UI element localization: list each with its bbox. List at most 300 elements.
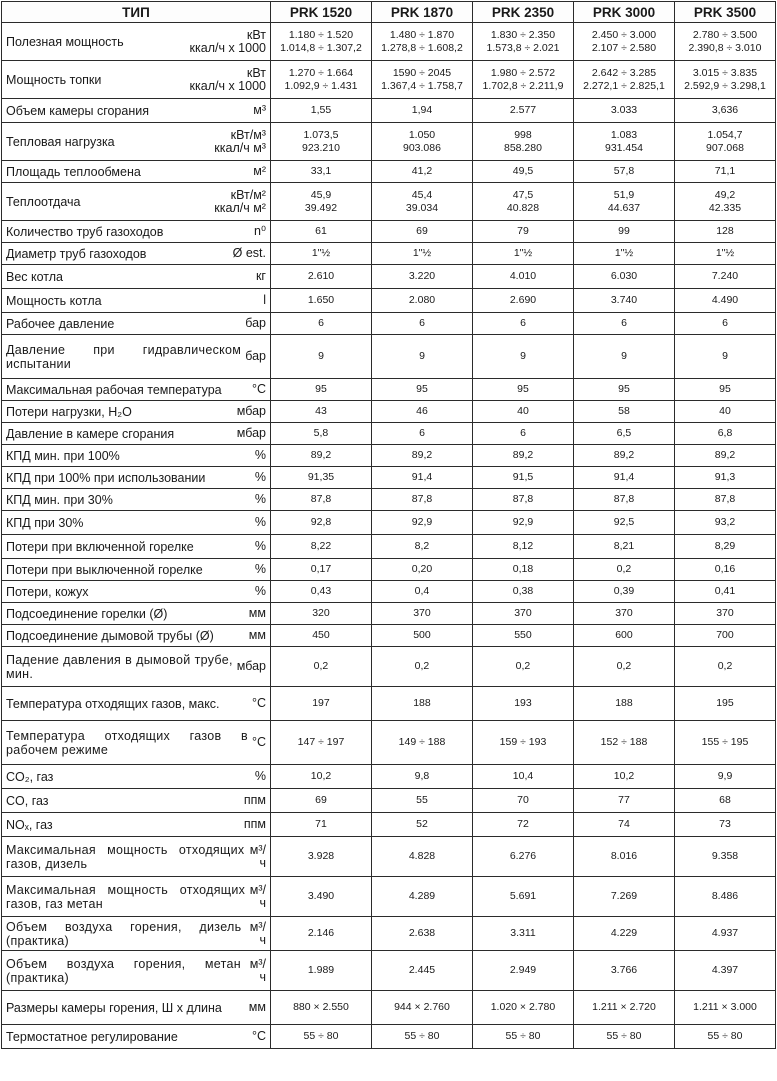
value-cell: 1,55 [270, 99, 371, 123]
spec-body [2, 23, 776, 1049]
value-cell: 2.642 ÷ 3.285 2.272,1 ÷ 2.825,1 [573, 61, 674, 99]
param-unit: n⁰ [254, 224, 266, 238]
param-cell [2, 183, 271, 221]
param-cell [2, 789, 271, 813]
param-cell [2, 603, 271, 625]
value-cell: 91,35 [270, 467, 371, 489]
value-cell: 2.780 ÷ 3.500 2.390,8 ÷ 3.010 [674, 23, 775, 61]
value-cell: 1"½ [270, 243, 371, 265]
value-cell: 10,2 [270, 765, 371, 789]
value-cell: 74 [573, 813, 674, 837]
param-name: Потери, кожух [6, 584, 89, 599]
param-cell [2, 23, 271, 61]
param-cell [2, 61, 271, 99]
value-cell: 193 [472, 687, 573, 721]
value-cell: 55 ÷ 80 [472, 1025, 573, 1049]
param-unit: мм [248, 1000, 266, 1014]
value-cell: 55 ÷ 80 [573, 1025, 674, 1049]
value-cell: 8.016 [573, 837, 674, 877]
param-unit: кВт/м³ ккал/ч м³ [214, 127, 266, 155]
param-unit: бар [245, 349, 266, 363]
param-name: CO₂, газ [6, 769, 54, 784]
header-row [2, 2, 776, 23]
value-cell: 6 [371, 423, 472, 445]
spec-row [2, 603, 776, 625]
value-cell: 71 [270, 813, 371, 837]
value-cell: 0,18 [472, 559, 573, 581]
value-cell: 57,8 [573, 161, 674, 183]
param-unit: мбар [236, 404, 266, 418]
value-cell: 9 [270, 335, 371, 379]
param-unit: % [254, 492, 266, 506]
value-cell: 1590 ÷ 2045 1.367,4 ÷ 1.758,7 [371, 61, 472, 99]
value-cell: 45,9 39.492 [270, 183, 371, 221]
spec-row [2, 581, 776, 603]
value-cell: 40 [674, 401, 775, 423]
value-cell: 8.486 [674, 877, 775, 917]
value-cell: 47,5 40.828 [472, 183, 573, 221]
param-name: Подсоединение дымовой трубы (Ø) [6, 628, 214, 643]
param-unit: % [254, 562, 266, 576]
param-unit: мбар [236, 659, 266, 673]
value-cell: 52 [371, 813, 472, 837]
param-unit: ппм [243, 793, 266, 807]
value-cell: 4.397 [674, 951, 775, 991]
param-unit: % [254, 584, 266, 598]
param-cell [2, 123, 271, 161]
param-name: Максимальная мощность отходящих газов, дизель [6, 842, 245, 871]
param-name: Полезная мощность [6, 34, 124, 49]
value-cell: 70 [472, 789, 573, 813]
param-name: КПД мин. при 30% [6, 492, 113, 507]
value-cell: 2.445 [371, 951, 472, 991]
value-cell: 6.030 [573, 265, 674, 289]
value-cell: 55 ÷ 80 [371, 1025, 472, 1049]
param-cell [2, 877, 271, 917]
value-cell: 1.830 ÷ 2.350 1.573,8 ÷ 2.021 [472, 23, 573, 61]
param-cell [2, 721, 271, 765]
value-cell: 1.211 × 3.000 [674, 991, 775, 1025]
spec-row [2, 23, 776, 61]
value-cell: 73 [674, 813, 775, 837]
value-cell: 197 [270, 687, 371, 721]
value-cell: 128 [674, 221, 775, 243]
value-cell: 87,8 [270, 489, 371, 511]
spec-row [2, 647, 776, 687]
param-unit: м³/ч [249, 956, 266, 984]
param-unit: кВт ккал/ч х 1000 [189, 65, 266, 93]
value-cell: 600 [573, 625, 674, 647]
value-cell: 880 × 2.550 [270, 991, 371, 1025]
value-cell: 2.577 [472, 99, 573, 123]
value-cell: 6 [674, 313, 775, 335]
spec-row [2, 489, 776, 511]
param-unit: м³/ч [249, 919, 266, 947]
value-cell: 1"½ [472, 243, 573, 265]
spec-row [2, 289, 776, 313]
param-name: Термостатное регулирование [6, 1029, 178, 1044]
value-cell: 6 [472, 423, 573, 445]
value-cell: 370 [371, 603, 472, 625]
spec-row [2, 221, 776, 243]
param-cell [2, 161, 271, 183]
param-unit: ппм [243, 817, 266, 831]
param-name: Давление при гидравлическом испытании [6, 342, 242, 371]
value-cell: 0,2 [573, 559, 674, 581]
value-cell: 91,4 [573, 467, 674, 489]
value-cell: 944 × 2.760 [371, 991, 472, 1025]
value-cell: 6.276 [472, 837, 573, 877]
spec-row [2, 951, 776, 991]
value-cell: 6 [371, 313, 472, 335]
param-cell [2, 401, 271, 423]
value-cell: 0,2 [270, 647, 371, 687]
value-cell: 155 ÷ 195 [674, 721, 775, 765]
value-cell: 998 858.280 [472, 123, 573, 161]
value-cell: 8,21 [573, 535, 674, 559]
param-name: Потери при включенной горелке [6, 539, 194, 554]
spec-row [2, 265, 776, 289]
value-cell: 0,16 [674, 559, 775, 581]
boiler-spec-table [1, 1, 776, 1049]
param-name: КПД мин. при 100% [6, 448, 120, 463]
value-cell: 5,8 [270, 423, 371, 445]
value-cell: 95 [674, 379, 775, 401]
param-name: Потери при выключенной горелке [6, 562, 203, 577]
value-cell: 700 [674, 625, 775, 647]
value-cell: 69 [270, 789, 371, 813]
param-cell [2, 99, 271, 123]
value-cell: 95 [573, 379, 674, 401]
value-cell: 4.010 [472, 265, 573, 289]
param-name: Подсоединение горелки (Ø) [6, 606, 168, 621]
spec-row [2, 813, 776, 837]
value-cell: 0,4 [371, 581, 472, 603]
spec-row [2, 123, 776, 161]
value-cell: 71,1 [674, 161, 775, 183]
value-cell: 89,2 [573, 445, 674, 467]
param-unit: °C [251, 696, 266, 710]
param-unit: мм [248, 606, 266, 620]
value-cell: 5.691 [472, 877, 573, 917]
value-cell: 89,2 [270, 445, 371, 467]
param-unit: м³/ч [249, 882, 266, 910]
value-cell: 370 [472, 603, 573, 625]
param-unit: кВт ккал/ч х 1000 [189, 27, 266, 55]
value-cell: 8,12 [472, 535, 573, 559]
value-cell: 0,17 [270, 559, 371, 581]
value-cell: 0,2 [573, 647, 674, 687]
value-cell: 33,1 [270, 161, 371, 183]
param-name: Давление в камере сгорания [6, 426, 175, 441]
value-cell: 1.054,7 907.068 [674, 123, 775, 161]
spec-row [2, 789, 776, 813]
value-cell: 43 [270, 401, 371, 423]
value-cell: 45,4 39.034 [371, 183, 472, 221]
value-cell: 2.949 [472, 951, 573, 991]
value-cell: 450 [270, 625, 371, 647]
param-cell [2, 559, 271, 581]
param-name: Мощность котла [6, 293, 102, 308]
param-name: КПД при 100% при использовании [6, 470, 206, 485]
value-cell: 2.610 [270, 265, 371, 289]
value-cell: 2.080 [371, 289, 472, 313]
value-cell: 9.358 [674, 837, 775, 877]
value-cell: 41,2 [371, 161, 472, 183]
value-cell: 1"½ [573, 243, 674, 265]
value-cell: 1.989 [270, 951, 371, 991]
value-cell: 1"½ [371, 243, 472, 265]
model-header: PRK 2350 [472, 2, 573, 23]
value-cell: 4.937 [674, 917, 775, 951]
value-cell: 95 [472, 379, 573, 401]
param-name: Объем воздуха горения, дизель (практика) [6, 919, 242, 948]
value-cell: 77 [573, 789, 674, 813]
param-cell [2, 837, 271, 877]
param-unit: мбар [236, 426, 266, 440]
value-cell: 87,8 [371, 489, 472, 511]
param-cell [2, 991, 271, 1025]
value-cell: 152 ÷ 188 [573, 721, 674, 765]
value-cell: 7.269 [573, 877, 674, 917]
model-header: PRK 1520 [270, 2, 371, 23]
value-cell: 149 ÷ 188 [371, 721, 472, 765]
value-cell: 2.146 [270, 917, 371, 951]
value-cell: 188 [573, 687, 674, 721]
param-unit: м³ [253, 103, 266, 117]
param-name: Объем воздуха горения, метан (практика) [6, 956, 241, 985]
param-cell [2, 511, 271, 535]
value-cell: 1.270 ÷ 1.664 1.092,9 ÷ 1.431 [270, 61, 371, 99]
value-cell: 87,8 [472, 489, 573, 511]
value-cell: 2.638 [371, 917, 472, 951]
value-cell: 1.211 × 2.720 [573, 991, 674, 1025]
param-name: Размеры камеры горения, Ш х длина [6, 1000, 222, 1015]
param-unit: кВт/м² ккал/ч м² [214, 187, 266, 215]
param-cell [2, 379, 271, 401]
value-cell: 46 [371, 401, 472, 423]
param-name: Потери нагрузки, H₂O [6, 404, 132, 419]
value-cell: 89,2 [371, 445, 472, 467]
value-cell: 79 [472, 221, 573, 243]
param-cell [2, 489, 271, 511]
param-unit: Ø est. [232, 246, 266, 260]
value-cell: 55 ÷ 80 [674, 1025, 775, 1049]
param-cell [2, 647, 271, 687]
value-cell: 0,38 [472, 581, 573, 603]
param-name: Площадь теплообмена [6, 164, 141, 179]
param-cell [2, 765, 271, 789]
param-unit: % [254, 539, 266, 553]
param-name: Объем камеры сгорания [6, 103, 149, 118]
param-cell [2, 581, 271, 603]
param-name: КПД при 30% [6, 515, 84, 530]
spec-row [2, 535, 776, 559]
value-cell: 0,2 [674, 647, 775, 687]
value-cell: 87,8 [573, 489, 674, 511]
value-cell: 9,9 [674, 765, 775, 789]
value-cell: 10,2 [573, 765, 674, 789]
type-header: ТИП [2, 2, 271, 23]
spec-row [2, 423, 776, 445]
param-name: NOₓ, газ [6, 817, 53, 832]
value-cell: 370 [674, 603, 775, 625]
value-cell: 1.020 × 2.780 [472, 991, 573, 1025]
value-cell: 3.740 [573, 289, 674, 313]
value-cell: 89,2 [674, 445, 775, 467]
param-cell [2, 313, 271, 335]
param-name: Вес котла [6, 269, 63, 284]
spec-row [2, 877, 776, 917]
spec-row [2, 99, 776, 123]
value-cell: 3.033 [573, 99, 674, 123]
value-cell: 95 [270, 379, 371, 401]
param-unit: l [263, 293, 266, 307]
value-cell: 4.289 [371, 877, 472, 917]
value-cell: 6,8 [674, 423, 775, 445]
value-cell: 68 [674, 789, 775, 813]
value-cell: 91,5 [472, 467, 573, 489]
param-cell [2, 1025, 271, 1049]
value-cell: 500 [371, 625, 472, 647]
spec-row [2, 335, 776, 379]
param-name: Максимальная мощность отходящих газов, газ метан [6, 882, 246, 911]
value-cell: 40 [472, 401, 573, 423]
value-cell: 3.766 [573, 951, 674, 991]
param-cell [2, 917, 271, 951]
value-cell: 147 ÷ 197 [270, 721, 371, 765]
param-unit: °C [251, 1029, 266, 1043]
value-cell: 6 [270, 313, 371, 335]
param-unit: бар [245, 316, 266, 330]
value-cell: 92,5 [573, 511, 674, 535]
param-name: Температура отходящих газов, макс. [6, 696, 220, 711]
param-cell [2, 423, 271, 445]
value-cell: 6 [573, 313, 674, 335]
value-cell: 9 [573, 335, 674, 379]
value-cell: 370 [573, 603, 674, 625]
param-cell [2, 221, 271, 243]
param-name: CO, газ [6, 793, 49, 808]
param-unit: м² [253, 164, 266, 178]
param-cell [2, 289, 271, 313]
param-cell [2, 535, 271, 559]
spec-row [2, 183, 776, 221]
param-name: Температура отходящих газов в рабочем режиме [6, 728, 248, 757]
value-cell: 1.980 ÷ 2.572 1.702,8 ÷ 2.211,9 [472, 61, 573, 99]
value-cell: 9 [371, 335, 472, 379]
value-cell: 99 [573, 221, 674, 243]
param-unit: кг [255, 269, 266, 283]
value-cell: 4.229 [573, 917, 674, 951]
param-cell [2, 687, 271, 721]
value-cell: 10,4 [472, 765, 573, 789]
value-cell: 69 [371, 221, 472, 243]
model-header: PRK 1870 [371, 2, 472, 23]
value-cell: 9,8 [371, 765, 472, 789]
value-cell: 1.650 [270, 289, 371, 313]
param-cell [2, 951, 271, 991]
value-cell: 51,9 44.637 [573, 183, 674, 221]
value-cell: 9 [472, 335, 573, 379]
value-cell: 92,8 [270, 511, 371, 535]
value-cell: 195 [674, 687, 775, 721]
value-cell: 1,94 [371, 99, 472, 123]
param-name: Мощность топки [6, 72, 102, 87]
param-unit: °C [251, 382, 266, 396]
param-name: Диаметр труб газоходов [6, 246, 147, 261]
value-cell: 0,43 [270, 581, 371, 603]
value-cell: 58 [573, 401, 674, 423]
value-cell: 92,9 [472, 511, 573, 535]
value-cell: 188 [371, 687, 472, 721]
value-cell: 49,2 42.335 [674, 183, 775, 221]
value-cell: 72 [472, 813, 573, 837]
spec-row [2, 837, 776, 877]
value-cell: 0,41 [674, 581, 775, 603]
value-cell: 3.928 [270, 837, 371, 877]
spec-row [2, 401, 776, 423]
param-cell [2, 467, 271, 489]
param-unit: м³/ч [249, 842, 266, 870]
value-cell: 1.180 ÷ 1.520 1.014,8 ÷ 1.307,2 [270, 23, 371, 61]
param-name: Тепловая нагрузка [6, 134, 115, 149]
model-header: PRK 3000 [573, 2, 674, 23]
spec-row [2, 1025, 776, 1049]
param-unit: % [254, 448, 266, 462]
spec-row [2, 61, 776, 99]
value-cell: 8,22 [270, 535, 371, 559]
value-cell: 7.240 [674, 265, 775, 289]
value-cell: 320 [270, 603, 371, 625]
param-cell [2, 335, 271, 379]
spec-row [2, 687, 776, 721]
value-cell: 9 [674, 335, 775, 379]
param-name: Количество труб газоходов [6, 224, 164, 239]
value-cell: 87,8 [674, 489, 775, 511]
spec-row [2, 991, 776, 1025]
spec-row [2, 559, 776, 581]
spec-row [2, 445, 776, 467]
value-cell: 91,4 [371, 467, 472, 489]
value-cell: 3.311 [472, 917, 573, 951]
param-name: Максимальная рабочая температура [6, 382, 222, 397]
spec-row [2, 625, 776, 647]
param-name: Рабочее давление [6, 316, 115, 331]
value-cell: 0,2 [472, 647, 573, 687]
param-cell [2, 265, 271, 289]
value-cell: 550 [472, 625, 573, 647]
param-cell [2, 243, 271, 265]
model-header: PRK 3500 [674, 2, 775, 23]
value-cell: 3.015 ÷ 3.835 2.592,9 ÷ 3.298,1 [674, 61, 775, 99]
value-cell: 1.083 931.454 [573, 123, 674, 161]
value-cell: 6,5 [573, 423, 674, 445]
spec-row [2, 917, 776, 951]
value-cell: 3.220 [371, 265, 472, 289]
spec-row [2, 765, 776, 789]
value-cell: 2.690 [472, 289, 573, 313]
param-cell [2, 445, 271, 467]
value-cell: 1.073,5 923.210 [270, 123, 371, 161]
spec-row [2, 379, 776, 401]
param-name: Теплоотдача [6, 194, 81, 209]
value-cell: 95 [371, 379, 472, 401]
value-cell: 8,2 [371, 535, 472, 559]
value-cell: 49,5 [472, 161, 573, 183]
value-cell: 4.828 [371, 837, 472, 877]
value-cell: 92,9 [371, 511, 472, 535]
